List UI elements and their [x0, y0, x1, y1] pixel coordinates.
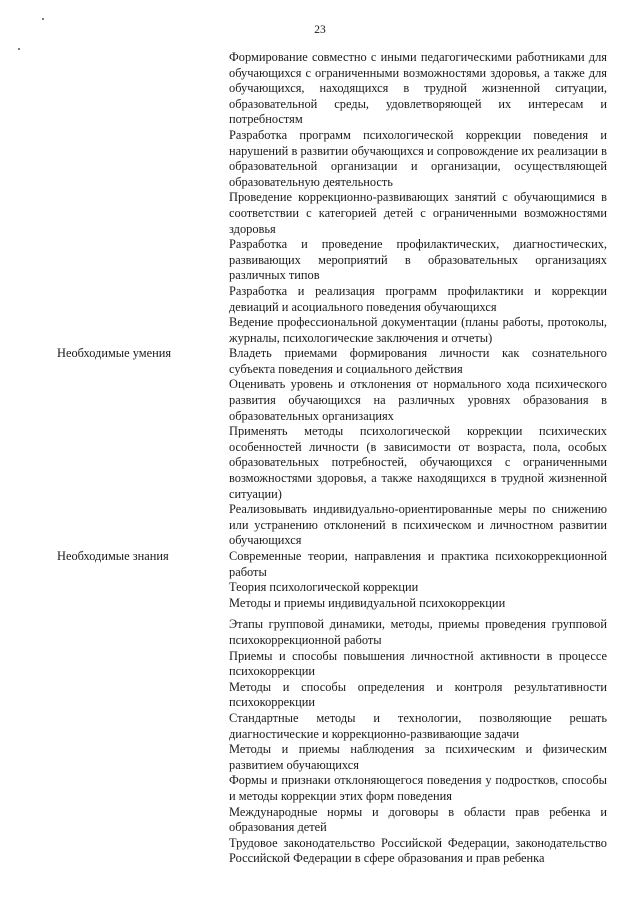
section-necessary-skills [0, 346, 640, 549]
list-item: Методы и приемы наблюдения за психическим и физическим развитием обучающихся [229, 742, 607, 772]
list-item: Трудовое законодательство Российской Федерации, законодательство Российской Федерации в сфере образования и прав ребенка [229, 835, 607, 866]
page-number: 23 [314, 24, 326, 36]
list-item: Разработка и реализация программ профилактики и коррекции девиаций и асоциального поведения обучающихся [229, 283, 607, 314]
document-body [0, 50, 640, 867]
list-item: Ведение профессиональной документации (планы работы, протоколы, журналы, психологические заключения и отчеты) [229, 315, 607, 345]
list-item: Формирование совместно с иными педагогическими работниками для обучающихся с ограниченными возможностями здоровья, а также для обучающихся, находящихся в трудной жизненной ситуации, образовательной среды, удовлетворяющей их интересам и потребностям [229, 50, 607, 127]
list-item: Стандартные методы и технологии, позволяющие решать диагностические и коррекционно-развивающие задачи [229, 710, 607, 741]
list-item: Разработка и проведение профилактических, диагностических, развивающих мероприятий в образовательных организациях различных типов [229, 237, 607, 283]
item-list [229, 346, 607, 549]
list-item: Разработка программ психологической коррекции поведения и нарушений в развитии обучающихся и сопровождение их реализации в образовательной организации и организации, осуществляющей образовательную деятельность [229, 127, 607, 189]
section-label: Необходимые умения [57, 346, 172, 361]
list-item: Проведение коррекционно-развивающих занятий с обучающимися в соответствии с категорией детей с ограниченными возможностями здоровья [229, 190, 607, 236]
list-item: Владеть приемами формирования личности как сознательного субъекта поведения и социального действия [229, 346, 607, 376]
section-labor-actions [0, 50, 640, 346]
list-item: Формы и признаки отклоняющегося поведения у подростков, способы и методы коррекции этих форм поведения [229, 773, 607, 803]
list-item: Применять методы психологической коррекции психических особенностей личности (в зависимости от возраста, пола, особых образовательных потребностей, обучающихся с ограниченными возможностями здоровья, а также находящихся в трудной жизненной ситуации) [229, 424, 607, 501]
section-label: Необходимые знания [57, 549, 169, 563]
item-list [229, 50, 607, 346]
list-item: Международные нормы и договоры в области прав ребенка и образования детей [229, 804, 607, 835]
list-item: Оценивать уровень и отклонения от нормального хода психического развития обучающихся на различных уровнях образования в образовательных организациях [229, 377, 607, 423]
list-item: Этапы групповой динамики, методы, приемы проведения групповой психокоррекционной работы [229, 617, 607, 647]
item-list [229, 549, 607, 867]
list-item: Приемы и способы повышения личностной активности в процессе психокоррекции [229, 648, 607, 679]
list-item: Теория психологической коррекции [229, 580, 419, 595]
section-necessary-knowledge [0, 549, 640, 867]
list-item: Методы и способы определения и контроля результативности психокоррекции [229, 679, 607, 710]
scan-speck [42, 18, 44, 20]
list-item: Современные теории, направления и практика психокоррекционной работы [229, 549, 607, 579]
list-item: Реализовывать индивидуально-ориентированные меры по снижению или устранению отклонений в психическом и личностном развитии обучающихся [229, 502, 607, 548]
list-item: Методы и приемы индивидуальной психокоррекции [229, 595, 506, 610]
